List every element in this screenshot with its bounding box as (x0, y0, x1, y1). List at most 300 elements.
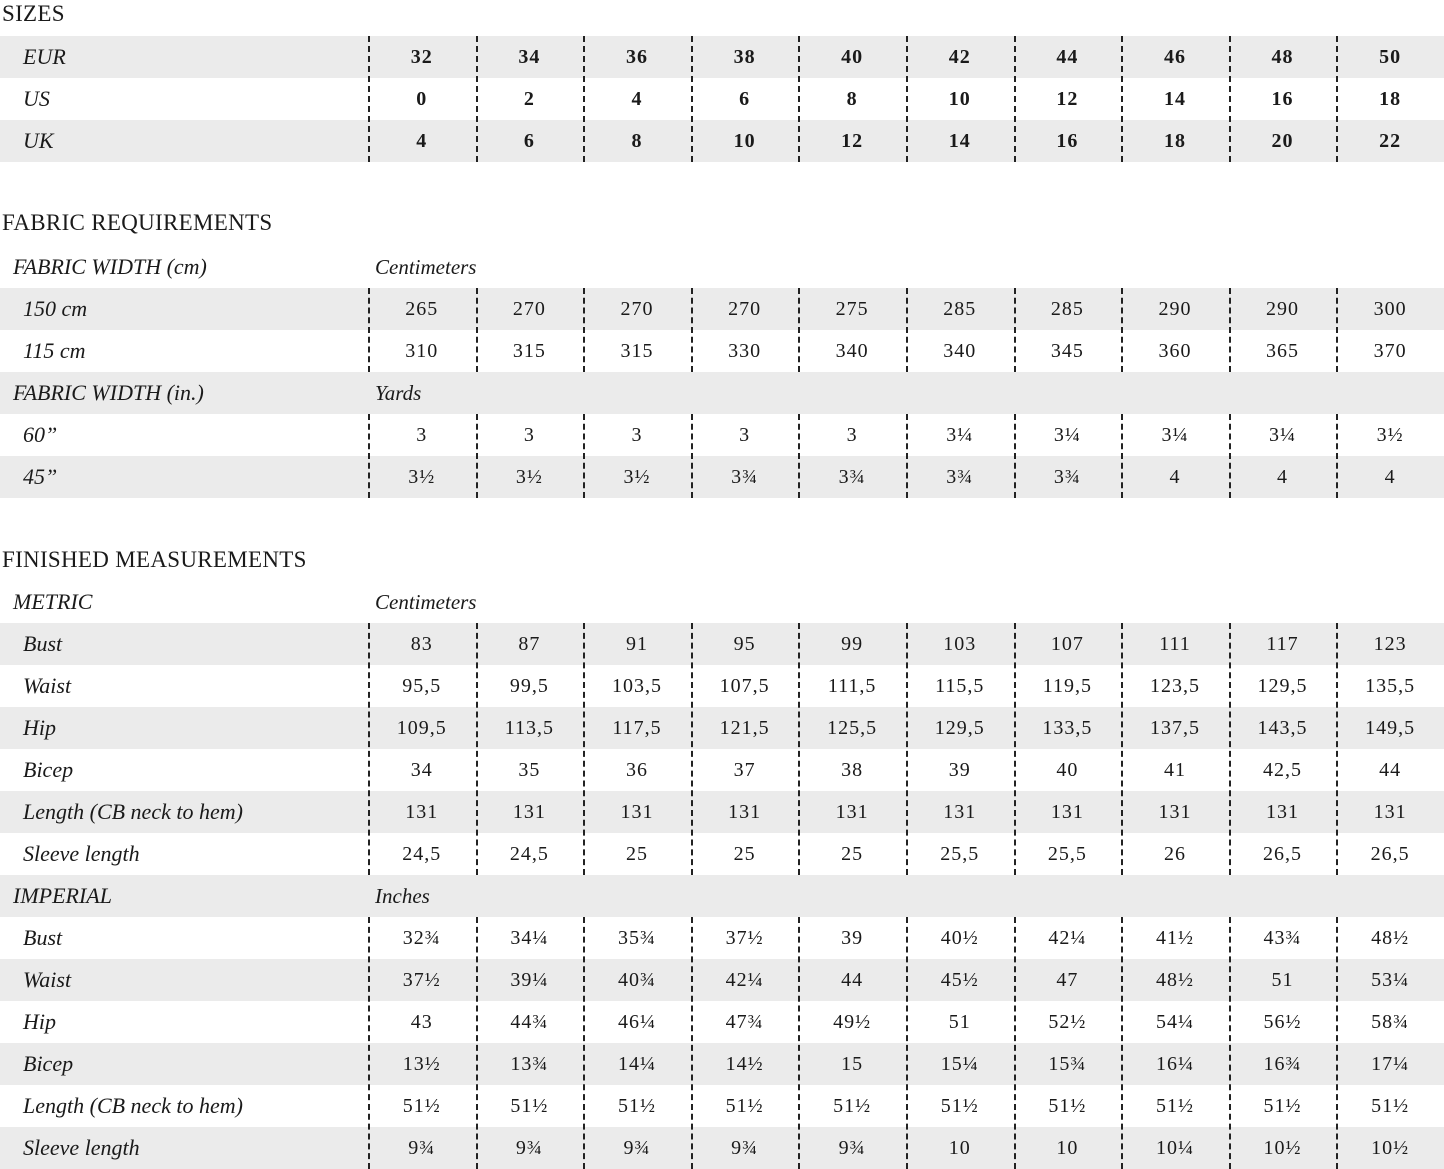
column-divider (1229, 36, 1231, 162)
table-cell: 3¼ (1269, 423, 1297, 446)
table-cell: 99,5 (509, 674, 549, 697)
table-cell: 47¾ (725, 1010, 764, 1033)
table-cell: 123 (1373, 632, 1407, 655)
table-cell: 26,5 (1370, 842, 1410, 865)
table-cell: 131 (1158, 800, 1192, 823)
table-cell: 131 (1266, 800, 1300, 823)
table-row (0, 1001, 1444, 1043)
table-cell: 95 (733, 632, 756, 655)
table-cell: 99 (841, 632, 864, 655)
table-cell: 24,5 (402, 842, 442, 865)
table-cell: 41½ (1155, 926, 1194, 949)
table-cell: 10¼ (1155, 1136, 1194, 1159)
column-divider (798, 414, 800, 498)
table-cell: 9¾ (623, 1136, 651, 1159)
table-cell: 87 (518, 632, 541, 655)
table-cell: 10 (948, 87, 971, 110)
table-cell: 49½ (833, 1010, 872, 1033)
table-row (0, 917, 1444, 959)
row-label: US (23, 86, 50, 111)
table-cell: 17¼ (1371, 1052, 1410, 1075)
table-cell: 58¾ (1371, 1010, 1410, 1033)
table-cell: 10 (733, 129, 756, 152)
table-cell: 25 (841, 842, 864, 865)
table-cell: 48½ (1371, 926, 1410, 949)
table-cell: 48 (1271, 45, 1294, 68)
table-cell: 24,5 (509, 842, 549, 865)
table-cell: 4 (631, 87, 643, 110)
table-cell: 103 (943, 632, 977, 655)
table-cell: 43¾ (1263, 926, 1302, 949)
table-cell: 13¾ (510, 1052, 549, 1075)
table-row (0, 665, 1444, 707)
table-cell: 133,5 (1042, 716, 1093, 739)
column-divider (906, 288, 908, 372)
row-label: Length (CB neck to hem) (23, 799, 243, 824)
table-cell: 315 (512, 339, 546, 362)
table-cell: 39¼ (510, 968, 549, 991)
unit-label: Inches (375, 883, 430, 908)
table-cell: 115,5 (935, 674, 985, 697)
table-cell: 18 (1163, 129, 1186, 152)
column-divider (368, 917, 370, 1169)
metric-label: METRIC (13, 589, 93, 614)
table-cell: 10½ (1371, 1136, 1410, 1159)
table-row (0, 1127, 1444, 1169)
table-cell: 26,5 (1263, 842, 1303, 865)
column-divider (798, 288, 800, 372)
column-divider (583, 288, 585, 372)
table-cell: 42,5 (1263, 758, 1303, 781)
column-divider (1014, 288, 1016, 372)
table-cell: 270 (620, 297, 654, 320)
unit-label: Centimeters (375, 254, 477, 279)
table-cell: 4 (1277, 465, 1289, 488)
fabric-table-cm (0, 246, 1444, 498)
table-cell: 103,5 (611, 674, 662, 697)
table-row (0, 120, 1444, 162)
table-row (0, 78, 1444, 120)
table-cell: 3 (631, 423, 643, 446)
table-cell: 51½ (617, 1094, 656, 1117)
table-cell: 38 (841, 758, 864, 781)
table-cell: 25,5 (1047, 842, 1087, 865)
column-divider (583, 414, 585, 498)
column-divider (798, 36, 800, 162)
table-cell: 3¼ (946, 423, 974, 446)
table-cell: 310 (405, 339, 439, 362)
column-divider (691, 288, 693, 372)
column-divider (368, 288, 370, 372)
table-cell: 39 (841, 926, 864, 949)
sizes-table (0, 36, 1444, 162)
table-cell: 22 (1379, 129, 1402, 152)
table-cell: 3¾ (838, 465, 866, 488)
table-cell: 56½ (1263, 1010, 1302, 1033)
table-cell: 35¾ (617, 926, 656, 949)
table-cell: 44 (1379, 758, 1402, 781)
table-cell: 16¾ (1263, 1052, 1302, 1075)
table-row (0, 749, 1444, 791)
table-cell: 39 (948, 758, 971, 781)
table-cell: 330 (728, 339, 762, 362)
column-divider (583, 36, 585, 162)
table-cell: 91 (625, 632, 648, 655)
table-cell: 121,5 (719, 716, 770, 739)
table-cell: 111 (1159, 632, 1191, 655)
table-cell: 53¼ (1371, 968, 1410, 991)
column-divider (1229, 288, 1231, 372)
table-cell: 131 (1050, 800, 1084, 823)
table-row (0, 330, 1444, 372)
table-row (0, 414, 1444, 456)
column-divider (691, 414, 693, 498)
row-label: Bust (23, 925, 63, 950)
table-subheader (0, 581, 1444, 623)
column-divider (368, 623, 370, 875)
table-cell: 8 (846, 87, 858, 110)
table-row (0, 1043, 1444, 1085)
table-cell: 285 (1050, 297, 1084, 320)
table-cell: 41 (1163, 758, 1186, 781)
table-cell: 83 (410, 632, 433, 655)
column-divider (476, 414, 478, 498)
column-divider (476, 623, 478, 875)
table-cell: 131 (1373, 800, 1407, 823)
table-cell: 370 (1373, 339, 1407, 362)
table-cell: 38 (733, 45, 756, 68)
table-cell: 25 (625, 842, 648, 865)
table-cell: 14½ (725, 1052, 764, 1075)
finished-measurements-title: FINISHED MEASUREMENTS (2, 547, 307, 572)
column-divider (1336, 288, 1338, 372)
table-cell: 6 (739, 87, 751, 110)
column-divider (691, 623, 693, 875)
table-cell: 42 (948, 45, 971, 68)
table-cell: 51½ (725, 1094, 764, 1117)
table-cell: 9¾ (408, 1136, 436, 1159)
column-divider (1336, 917, 1338, 1169)
table-cell: 34 (518, 45, 541, 68)
table-cell: 285 (943, 297, 977, 320)
table-cell: 48½ (1155, 968, 1194, 991)
row-label: Waist (23, 967, 72, 992)
table-cell: 3 (523, 423, 535, 446)
table-cell: 149,5 (1365, 716, 1416, 739)
table-cell: 34 (410, 758, 433, 781)
table-cell: 3½ (623, 465, 651, 488)
table-cell: 14¼ (617, 1052, 656, 1075)
column-divider (1014, 36, 1016, 162)
column-divider (476, 288, 478, 372)
table-cell: 32 (410, 45, 433, 68)
table-group (0, 917, 1444, 1169)
table-cell: 290 (1158, 297, 1192, 320)
row-label: Sleeve length (23, 1135, 140, 1160)
table-cell: 42¼ (1048, 926, 1087, 949)
column-divider (1229, 917, 1231, 1169)
column-divider (691, 36, 693, 162)
row-label: Bicep (23, 757, 74, 782)
table-cell: 51½ (1371, 1094, 1410, 1117)
table-cell: 44 (841, 968, 864, 991)
table-cell: 37 (733, 758, 756, 781)
table-group (0, 414, 1444, 498)
table-cell: 44¾ (510, 1010, 549, 1033)
table-cell: 51½ (833, 1094, 872, 1117)
table-cell: 40 (1056, 758, 1079, 781)
table-cell: 37½ (402, 968, 441, 991)
table-cell: 15 (841, 1052, 864, 1075)
table-cell: 8 (631, 129, 643, 152)
table-cell: 16¼ (1155, 1052, 1194, 1075)
table-cell: 131 (512, 800, 546, 823)
table-cell: 275 (835, 297, 869, 320)
column-divider (583, 623, 585, 875)
table-cell: 20 (1271, 129, 1294, 152)
table-cell: 12 (1056, 87, 1079, 110)
column-divider (906, 414, 908, 498)
table-cell: 340 (943, 339, 977, 362)
table-cell: 95,5 (402, 674, 442, 697)
table-cell: 345 (1050, 339, 1084, 362)
table-cell: 18 (1379, 87, 1402, 110)
table-cell: 4 (416, 129, 428, 152)
table-cell: 3 (739, 423, 751, 446)
table-cell: 3½ (1376, 423, 1404, 446)
table-cell: 25,5 (940, 842, 980, 865)
table-cell: 42¼ (725, 968, 764, 991)
table-cell: 26 (1163, 842, 1186, 865)
table-cell: 12 (841, 129, 864, 152)
table-cell: 47 (1056, 968, 1079, 991)
table-cell: 16 (1271, 87, 1294, 110)
table-cell: 9¾ (731, 1136, 759, 1159)
table-cell: 143,5 (1257, 716, 1308, 739)
table-cell: 40 (841, 45, 864, 68)
table-cell: 51 (1271, 968, 1294, 991)
table-cell: 270 (728, 297, 762, 320)
table-cell: 107 (1050, 632, 1084, 655)
row-label: Hip (23, 1009, 56, 1034)
table-cell: 265 (405, 297, 439, 320)
table-cell: 135,5 (1365, 674, 1416, 697)
table-cell: 45½ (940, 968, 979, 991)
table-cell: 340 (835, 339, 869, 362)
row-label: EUR (23, 44, 66, 69)
table-cell: 113,5 (504, 716, 555, 739)
table-cell: 36 (625, 758, 648, 781)
fabric-width-in-label: FABRIC WIDTH (in.) (13, 380, 204, 405)
column-divider (1336, 623, 1338, 875)
table-row (0, 288, 1444, 330)
table-cell: 51½ (402, 1094, 441, 1117)
row-label: Bicep (23, 1051, 74, 1076)
table-cell: 6 (523, 129, 535, 152)
table-cell: 131 (728, 800, 762, 823)
table-row (0, 456, 1444, 498)
table-cell: 51½ (510, 1094, 549, 1117)
table-cell: 131 (620, 800, 654, 823)
row-label: 45” (23, 464, 58, 489)
column-divider (1121, 917, 1123, 1169)
column-divider (1121, 414, 1123, 498)
table-cell: 50 (1379, 45, 1402, 68)
table-row (0, 791, 1444, 833)
finished-table (0, 581, 1444, 1169)
table-cell: 107,5 (719, 674, 770, 697)
table-cell: 10 (948, 1136, 971, 1159)
table-cell: 10½ (1263, 1136, 1302, 1159)
table-cell: 9¾ (838, 1136, 866, 1159)
table-row (0, 833, 1444, 875)
table-cell: 34¼ (510, 926, 549, 949)
column-divider (906, 623, 908, 875)
table-cell: 36 (625, 45, 648, 68)
table-cell: 3¼ (1161, 423, 1189, 446)
table-cell: 4 (1384, 465, 1396, 488)
table-cell: 13½ (402, 1052, 441, 1075)
table-cell: 15¾ (1048, 1052, 1087, 1075)
table-cell: 54¼ (1155, 1010, 1194, 1033)
table-cell: 131 (943, 800, 977, 823)
table-cell: 3½ (515, 465, 543, 488)
row-label: 60” (23, 422, 58, 447)
table-cell: 3¾ (1053, 465, 1081, 488)
table-cell: 46 (1163, 45, 1186, 68)
table-cell: 25 (733, 842, 756, 865)
table-cell: 137,5 (1149, 716, 1200, 739)
column-divider (1014, 414, 1016, 498)
column-divider (583, 917, 585, 1169)
table-cell: 123,5 (1149, 674, 1200, 697)
table-cell: 52½ (1048, 1010, 1087, 1033)
table-cell: 117,5 (612, 716, 662, 739)
table-cell: 3½ (408, 465, 436, 488)
table-cell: 2 (523, 87, 535, 110)
table-cell: 16 (1056, 129, 1079, 152)
column-divider (798, 917, 800, 1169)
table-cell: 125,5 (827, 716, 878, 739)
table-cell: 51½ (940, 1094, 979, 1117)
row-label: UK (23, 128, 54, 153)
table-cell: 117 (1266, 632, 1299, 655)
table-cell: 129,5 (934, 716, 985, 739)
column-divider (1014, 917, 1016, 1169)
table-cell: 111,5 (827, 674, 877, 697)
table-cell: 300 (1373, 297, 1407, 320)
table-group (0, 288, 1444, 372)
table-cell: 270 (512, 297, 546, 320)
table-row (0, 707, 1444, 749)
table-subheader (0, 875, 1444, 917)
row-label: 150 cm (23, 296, 88, 321)
table-cell: 119,5 (1042, 674, 1092, 697)
column-divider (476, 917, 478, 1169)
table-cell: 14 (948, 129, 971, 152)
column-divider (906, 917, 908, 1169)
column-divider (1121, 623, 1123, 875)
row-label: 115 cm (23, 338, 86, 363)
column-divider (368, 36, 370, 162)
table-row (0, 959, 1444, 1001)
table-cell: 3¾ (731, 465, 759, 488)
table-cell: 37½ (725, 926, 764, 949)
table-cell: 43 (410, 1010, 433, 1033)
fabric-width-cm-label: FABRIC WIDTH (cm) (13, 254, 207, 279)
table-cell: 290 (1266, 297, 1300, 320)
table-cell: 46¼ (617, 1010, 656, 1033)
table-cell: 129,5 (1257, 674, 1308, 697)
table-cell: 109,5 (396, 716, 447, 739)
row-label: Length (CB neck to hem) (23, 1093, 243, 1118)
column-divider (1121, 36, 1123, 162)
column-divider (1229, 414, 1231, 498)
column-divider (1014, 623, 1016, 875)
table-cell: 0 (416, 87, 428, 110)
column-divider (1336, 414, 1338, 498)
column-divider (368, 414, 370, 498)
column-divider (1336, 36, 1338, 162)
table-row (0, 623, 1444, 665)
unit-label: Yards (375, 380, 422, 405)
row-label: Waist (23, 673, 72, 698)
table-row (0, 36, 1444, 78)
table-cell: 51½ (1263, 1094, 1302, 1117)
table-cell: 3¼ (1053, 423, 1081, 446)
row-label: Sleeve length (23, 841, 140, 866)
table-cell: 51½ (1048, 1094, 1087, 1117)
table-cell: 40½ (940, 926, 979, 949)
table-group (0, 623, 1444, 875)
table-cell: 35 (518, 758, 541, 781)
table-cell: 9¾ (515, 1136, 543, 1159)
imperial-label: IMPERIAL (13, 883, 112, 908)
table-cell: 15¼ (940, 1052, 979, 1075)
row-label: Hip (23, 715, 56, 740)
column-divider (906, 36, 908, 162)
table-cell: 40¾ (617, 968, 656, 991)
table-cell: 131 (835, 800, 869, 823)
table-cell: 360 (1158, 339, 1192, 362)
table-cell: 3 (846, 423, 858, 446)
sizes-title: SIZES (2, 1, 65, 26)
table-cell: 3 (416, 423, 428, 446)
table-subheader (0, 372, 1444, 414)
table-subheader (0, 246, 1444, 288)
column-divider (798, 623, 800, 875)
table-cell: 3¾ (946, 465, 974, 488)
table-cell: 10 (1056, 1136, 1079, 1159)
table-cell: 44 (1056, 45, 1079, 68)
table-cell: 365 (1266, 339, 1300, 362)
column-divider (476, 36, 478, 162)
column-divider (1121, 288, 1123, 372)
unit-label: Centimeters (375, 589, 477, 614)
column-divider (1229, 623, 1231, 875)
fabric-requirements-title: FABRIC REQUIREMENTS (2, 210, 273, 235)
table-cell: 315 (620, 339, 654, 362)
table-cell: 4 (1169, 465, 1181, 488)
row-label: Bust (23, 631, 63, 656)
column-divider (691, 917, 693, 1169)
table-cell: 32¾ (402, 926, 441, 949)
table-cell: 131 (405, 800, 439, 823)
table-row (0, 1085, 1444, 1127)
table-cell: 51 (948, 1010, 971, 1033)
table-cell: 14 (1163, 87, 1186, 110)
table-cell: 51½ (1155, 1094, 1194, 1117)
